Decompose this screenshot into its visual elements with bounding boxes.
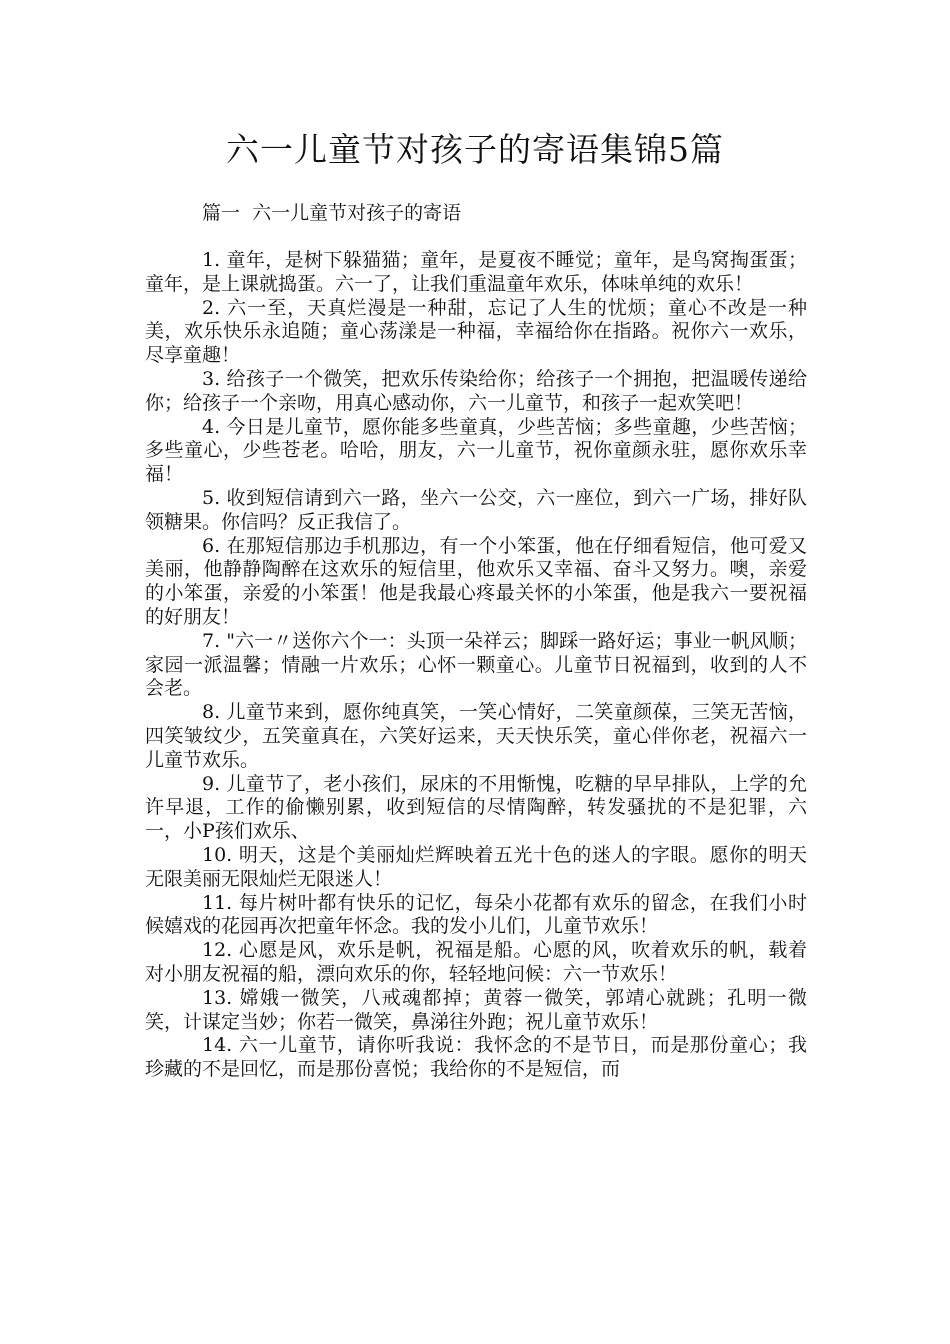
paragraph-7: 7. "六一〃送你六个一：头顶一朵祥云；脚踩一路好运；事业一帆风顺；家园一派温馨；情融一片欢乐；心怀一颗童心。儿童节日祝福到，收到的人不会老。 <box>145 629 807 700</box>
paragraph-14: 14. 六一儿童节，请你听我说：我怀念的不是节日，而是那份童心；我珍藏的不是回忆，而是那份喜悦；我给你的不是短信，而 <box>145 1034 807 1081</box>
paragraph-8: 8. 儿童节来到，愿你纯真笑，一笑心情好，二笑童颜葆，三笑无苦恼，四笑皱纹少，五笑童真在，六笑好运来，天天快乐笑，童心伴你老，祝福六一儿童节欢乐。 <box>145 701 807 771</box>
paragraph-12: 12. 心愿是风，欢乐是帆，祝福是船。心愿的风，吹着欢乐的帆，载着对小朋友祝福的船，漂向欢乐的你，轻轻地问候：六一节欢乐！ <box>145 939 807 985</box>
paragraph-1: 1. 童年，是树下躲猫猫；童年，是夏夜不睡觉；童年，是鸟窝掏蛋蛋；童年，是上课就捣蛋。六一了，让我们重温童年欢乐，体味单纯的欢乐！ <box>145 249 807 295</box>
paragraph-5: 5. 收到短信请到六一路，坐六一公交，六一座位，到六一广场，排好队领糖果。你信吗？反正我信了。 <box>145 486 807 533</box>
paragraph-11: 11. 每片树叶都有快乐的记忆，每朵小花都有欢乐的留念，在我们小时候嬉戏的花园再次把童年怀念。我的发小儿们，儿童节欢乐！ <box>145 891 807 938</box>
paragraph-6: 6. 在那短信那边手机那边，有一个小笨蛋，他在仔细看短信，他可爱又美丽，他静静陶醉在这欢乐的短信里，他欢乐又幸福、奋斗又努力。噢，亲爱的小笨蛋，亲爱的小笨蛋！他是我最心疼最关怀的小笨蛋，他是我六一要祝福的好朋友！ <box>145 534 807 628</box>
document-title: 六一儿童节对孩子的寄语集锦5篇 <box>226 130 724 169</box>
paragraph-3: 3. 给孩子一个微笑，把欢乐传染给你；给孩子一个拥抱，把温暖传递给你；给孩子一个亲吻，用真心感动你，六一儿童节，和孩子一起欢笑吧！ <box>145 367 807 414</box>
paragraph-13: 13. 嫦娥一微笑，八戒魂都掉；黄蓉一微笑，郭靖心就跳；孔明一微笑，计谋定当妙；你若一微笑，鼻涕往外跑；祝儿童节欢乐！ <box>145 986 807 1033</box>
document-body <box>145 249 807 1082</box>
paragraph-10: 10. 明天，这是个美丽灿烂辉映着五光十色的迷人的字眼。愿你的明天无限美丽无限灿烂无限迷人！ <box>145 843 807 890</box>
section-heading: 篇一 六一儿童节对孩子的寄语 <box>202 202 462 224</box>
paragraph-2: 2. 六一至，天真烂漫是一种甜，忘记了人生的忧烦；童心不改是一种美，欢乐快乐永追随；童心荡漾是一种福，幸福给你在指路。祝你六一欢乐，尽享童趣！ <box>145 296 807 367</box>
paragraph-9: 9. 儿童节了，老小孩们，尿床的不用惭愧，吃糖的早早排队，上学的允许早退，工作的偷懒别累，收到短信的尽情陶醉，转发骚扰的不是犯罪，六一，小P孩们欢乐、 <box>145 772 807 843</box>
paragraph-4: 4. 今日是儿童节，愿你能多些童真，少些苦恼；多些童趣，少些苦恼；多些童心，少些苍老。哈哈，朋友，六一儿童节，祝你童颜永驻，愿你欢乐幸福！ <box>145 415 807 486</box>
